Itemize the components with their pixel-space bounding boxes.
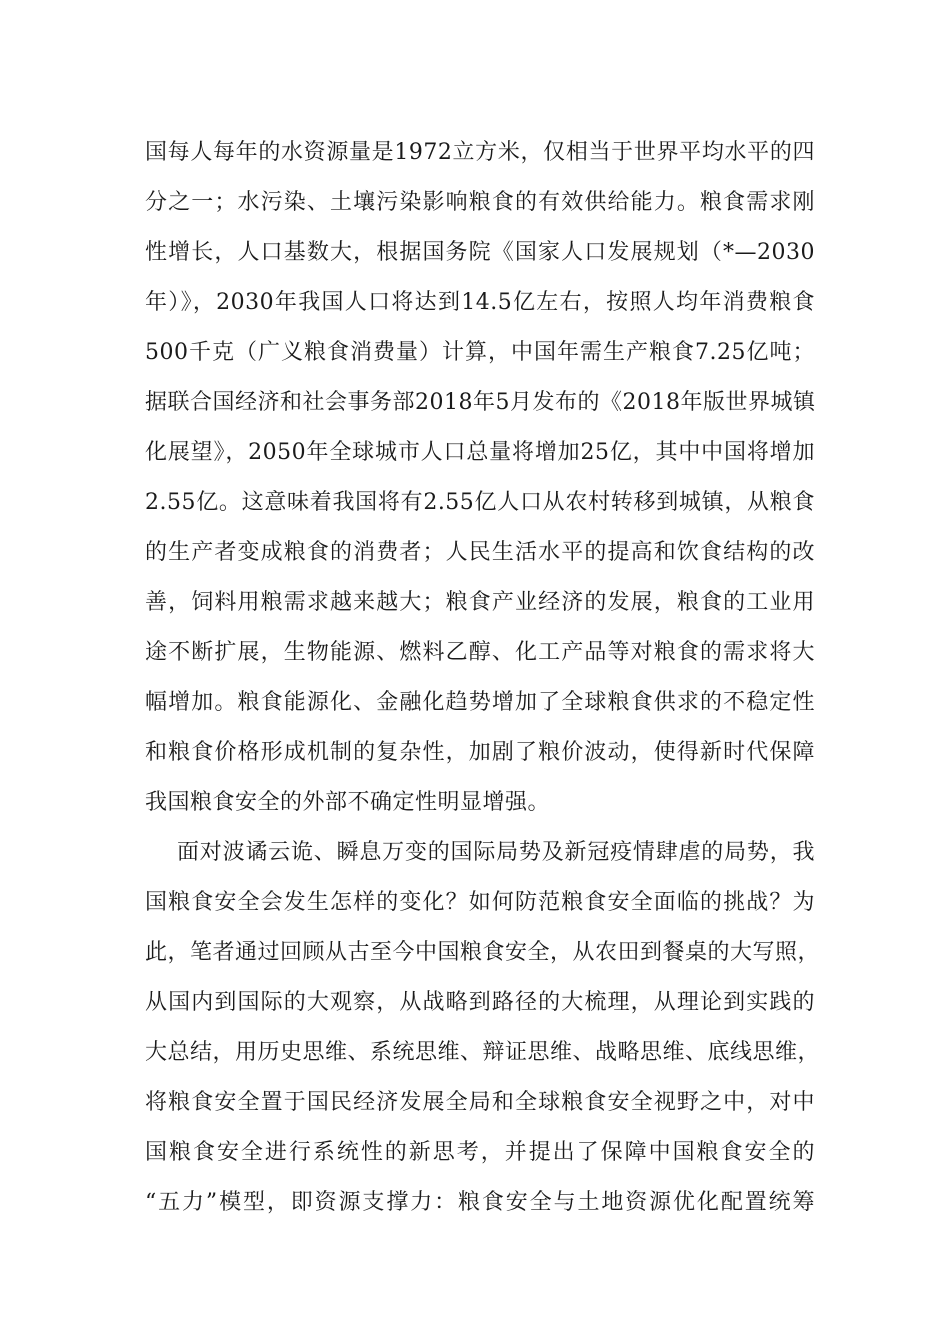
text-line: 此，笔者通过回顾从古至今中国粮食安全，从农田到餐桌的大写照， xyxy=(145,940,821,965)
text-line: 国粮食安全会发生怎样的变化？如何防范粮食安全面临的挑战？为 xyxy=(145,890,815,915)
text-line: 化展望》，2050年全球城市人口总量将增加25亿，其中中国将增加 xyxy=(145,440,816,465)
paragraph xyxy=(145,128,815,828)
text-line: 分之一；水污染、土壤污染影响粮食的有效供给能力。粮食需求刚 xyxy=(145,190,815,215)
text-line: 据联合国经济和社会事务部2018年5月发布的《2018年版世界城镇 xyxy=(145,390,816,415)
text-line: 大总结，用历史思维、系统思维、辩证思维、战略思维、底线思维， xyxy=(145,1040,821,1065)
text-line: 的生产者变成粮食的消费者；人民生活水平的提高和饮食结构的改 xyxy=(145,540,815,565)
text-line: 我国粮食安全的外部不确定性明显增强。 xyxy=(145,790,551,815)
text-line: 500千克（广义粮食消费量）计算，中国年需生产粮食7.25亿吨； xyxy=(145,340,815,365)
text-line: 和粮食价格形成机制的复杂性，加剧了粮价波动，使得新时代保障 xyxy=(145,740,815,765)
text-line: 性增长，人口基数大，根据国务院《国家人口发展规划（*—2030 xyxy=(145,240,815,265)
text-line: 途不断扩展，生物能源、燃料乙醇、化工产品等对粮食的需求将大 xyxy=(145,640,815,665)
text-line: 面对波谲云诡、瞬息万变的国际局势及新冠疫情肆虐的局势，我 xyxy=(177,840,815,865)
paragraph xyxy=(145,828,821,1228)
text-line: 2.55亿。这意味着我国将有2.55亿人口从农村转移到城镇，从粮食 xyxy=(145,490,815,515)
text-line: “五力”模型，即资源支撑力：粮食安全与土地资源优化配置统筹 xyxy=(145,1190,815,1215)
text-line: 幅增加。粮食能源化、金融化趋势增加了全球粮食供求的不稳定性 xyxy=(145,690,815,715)
text-line: 从国内到国际的大观察，从战略到路径的大梳理，从理论到实践的 xyxy=(145,990,815,1015)
body-text xyxy=(145,128,821,1228)
text-line: 年）》，2030年我国人口将达到14.5亿左右，按照人均年消费粮食 xyxy=(145,290,815,315)
text-line: 将粮食安全置于国民经济发展全局和全球粮食安全视野之中，对中 xyxy=(145,1090,815,1115)
text-line: 善，饲料用粮需求越来越大；粮食产业经济的发展，粮食的工业用 xyxy=(145,590,815,615)
text-line: 国粮食安全进行系统性的新思考，并提出了保障中国粮食安全的 xyxy=(145,1140,815,1165)
text-line: 国每人每年的水资源量是1972立方米，仅相当于世界平均水平的四 xyxy=(145,140,815,165)
